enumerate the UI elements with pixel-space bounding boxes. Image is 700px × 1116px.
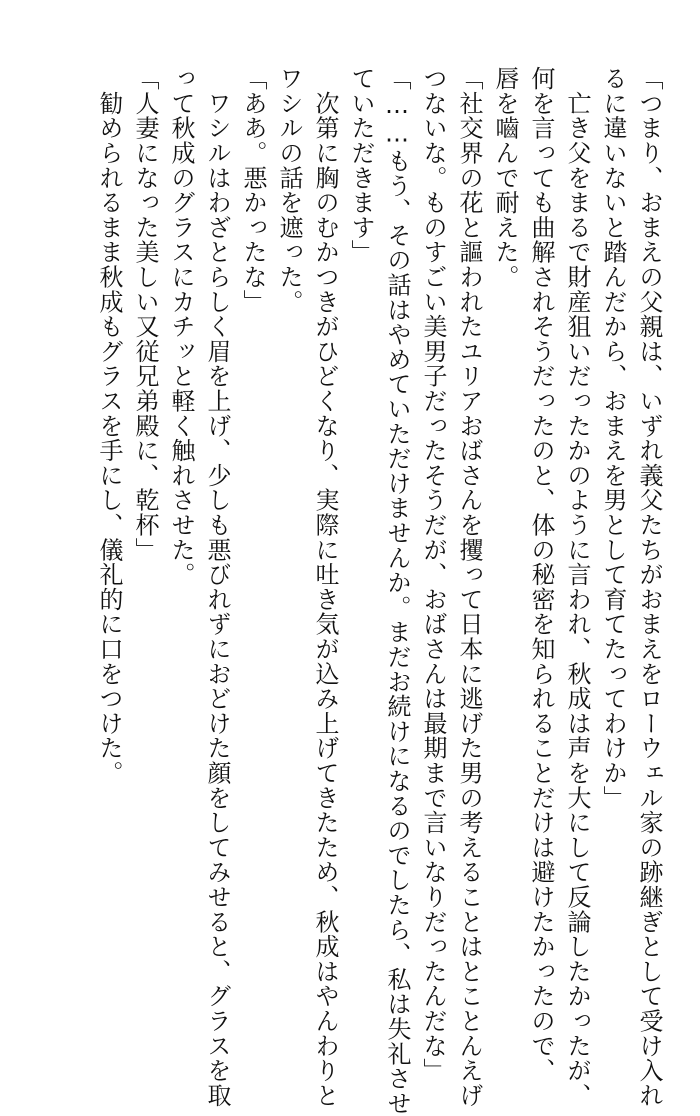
text-line: 唇を嚙んで耐えた。 bbox=[491, 66, 519, 290]
text-line: って秋成のグラスにカチッと軽く触れさせた。 bbox=[167, 66, 195, 587]
text-line: 「……もう、その話はやめていただけませんか。まだお続けになるのでしたら、私は失礼させ bbox=[383, 66, 411, 1116]
text-line: 「社交界の花と謳われたユリアおばさんを攫って日本に逃げた男の考えることはとことんえげ bbox=[455, 66, 483, 1108]
text-line: 勧められるまま秋成もグラスを手にし、儀礼的に口をつけた。 bbox=[95, 66, 123, 786]
text-line: 亡き父をまるで財産狙いだったかのように言われ、秋成は声を大にして反論したかったが、 bbox=[563, 66, 591, 1108]
text-line: ていただきます」 bbox=[347, 66, 375, 265]
text-line: 次第に胸のむかつきがひどくなり、実際に吐き気が込み上げてきたため、秋成はやんわりと bbox=[311, 66, 339, 1108]
text-line: 何を言っても曲解されそうだったのと、体の秘密を知られることだけは避けたかったので、 bbox=[527, 66, 555, 1083]
text-line: るに違いないと踏んだから、おまえを男として育てたってわけか」 bbox=[599, 66, 627, 810]
text-line: 「つまり、おまえの父親は、いずれ義父たちがおまえをローウェル家の跡継ぎとして受け入れ bbox=[635, 66, 663, 1108]
text-line: ワシルはわざとらしく眉を上げ、少しも悪びれずにおどけた顔をしてみせると、グラスを取 bbox=[203, 66, 231, 1108]
text-line: つないな。ものすごい美男子だったそうだが、おばさんは最期まで言いなりだったんだな」 bbox=[419, 66, 447, 1083]
text-line: ワシルの話を遮った。 bbox=[275, 66, 303, 314]
text-line: 「ああ。悪かったな」 bbox=[239, 66, 267, 314]
text-line: 「人妻になった美しい又従兄弟殿に、乾杯」 bbox=[131, 66, 159, 562]
